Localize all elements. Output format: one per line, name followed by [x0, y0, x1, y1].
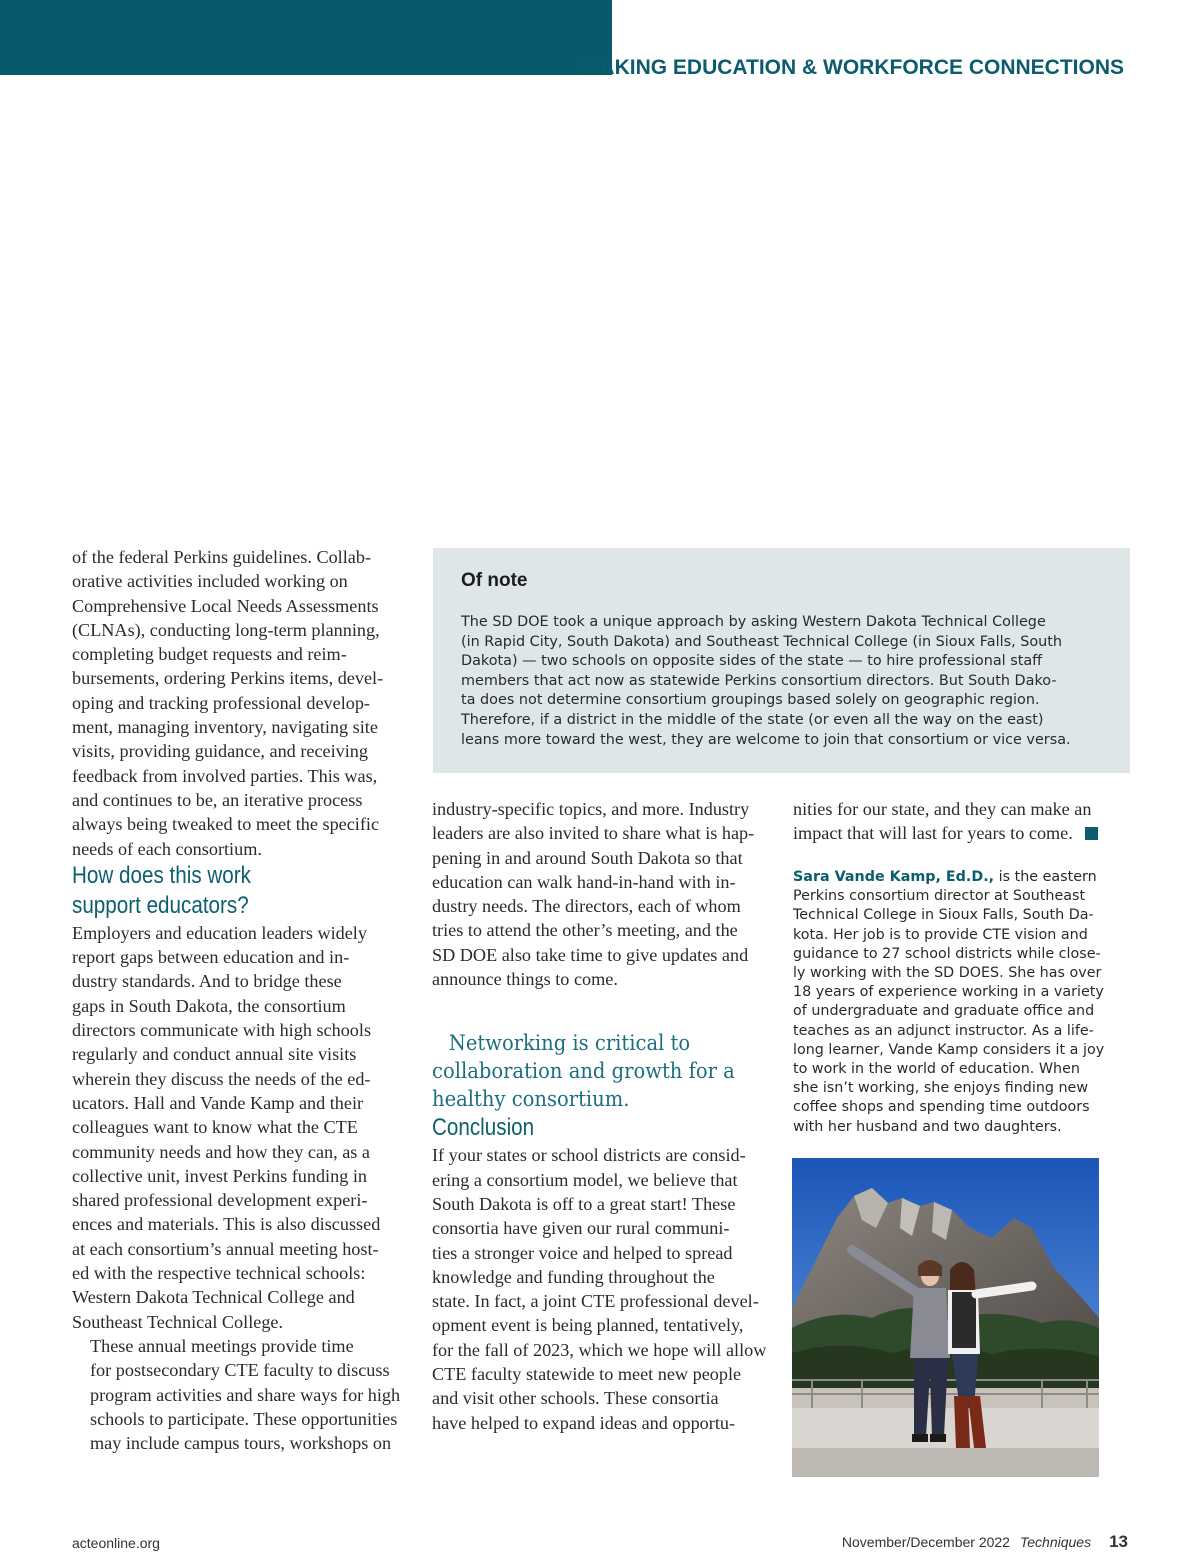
footer-issue-info	[842, 1532, 1128, 1552]
text-line: pening in and around South Dakota so that	[432, 847, 743, 868]
text-line: 18 years of experience working in a variety	[793, 984, 1104, 1001]
text-line: program activities and share ways for high	[90, 1384, 401, 1405]
text-line: tries to attend the other’s meeting, and the	[432, 920, 738, 941]
text-line: ties a stronger voice and helped to spread	[432, 1242, 733, 1263]
text-line: Southeast Technical College.	[72, 1311, 284, 1332]
col2-paragraph-2	[432, 1143, 767, 1435]
text-line: of the federal Perkins guidelines. Collab-	[72, 547, 372, 567]
text-line: Dakota) — two schools on opposite sides of the state — to hire professional staff	[461, 653, 1043, 670]
column-3	[793, 797, 1133, 846]
text-line-content: impact that will last for years to come.	[793, 823, 1073, 844]
col3-paragraph-1	[793, 797, 1133, 846]
text-line: education can walk hand-in-hand with in-	[432, 871, 736, 892]
pull-quote	[432, 1029, 744, 1113]
of-note-body	[461, 613, 1121, 750]
footer-issue-date: November/December 2022	[841, 1534, 1010, 1550]
text-line: dustry standards. And to bridge these	[72, 971, 342, 992]
text-line: schools to participate. These opportunities	[90, 1408, 398, 1429]
text-line: completing budget requests and reim-	[72, 644, 347, 665]
text-line: with her husband and two daughters.	[793, 1118, 1062, 1135]
author-name: Sara Vande Kamp, Ed.D.,	[793, 869, 995, 885]
text-line: may include campus tours, workshops on	[90, 1433, 392, 1454]
text-line: she isn’t working, she enjoys finding new	[793, 1080, 1089, 1097]
text-line: visits, providing guidance, and receiving	[72, 741, 368, 762]
text-line: healthy consortium.	[432, 1087, 630, 1112]
author-photo	[792, 1158, 1099, 1477]
text-line: leaders are also invited to share what is hap-	[432, 823, 755, 844]
text-line: dustry needs. The directors, each of whom	[432, 896, 741, 917]
text-line: for the fall of 2023, which we hope will allow	[432, 1339, 767, 1360]
text-line: kota. Her job is to provide CTE vision and	[793, 926, 1088, 943]
text-line: leans more toward the west, they are welcome to join that consortium or vice versa.	[461, 731, 1071, 748]
text-line: directors communicate with high schools	[72, 1020, 372, 1041]
column-1	[72, 545, 412, 1455]
text-line: ed with the respective technical schools:	[72, 1263, 366, 1284]
text-line: opment event is being planned, tentatively,	[432, 1315, 744, 1336]
text-line: orative activities included working on	[72, 571, 348, 592]
text-line: ering a consortium model, we believe that	[432, 1169, 738, 1190]
bio-first-line-text: is the eastern	[994, 869, 1097, 885]
col1-paragraph-2	[72, 921, 412, 1334]
col1-paragraph-1	[72, 545, 412, 861]
page-number: 13	[1109, 1532, 1128, 1551]
text-line: support educators?	[72, 891, 249, 919]
text-line: shared professional development experi-	[72, 1190, 368, 1211]
text-line: collaboration and growth for a	[432, 1059, 735, 1084]
text-line: SD DOE also take time to give updates and	[432, 944, 749, 965]
text-line: and visit other schools. These consortia	[432, 1388, 719, 1409]
column-2	[432, 797, 767, 1435]
text-line: teaches as an adjunct instructor. As a life-	[793, 1022, 1094, 1039]
footer-publication: Techniques	[1019, 1534, 1092, 1550]
text-line: members that act now as statewide Perkins consortium directors. But South Dako-	[461, 672, 1057, 689]
text-line: wherein they discuss the needs of the ed-	[72, 1068, 371, 1089]
text-line: (CLNAs), conducting long-term planning,	[72, 619, 380, 640]
text-line: needs of each consortium.	[72, 838, 262, 859]
of-note-box	[433, 548, 1130, 773]
text-line: industry-specific topics, and more. Industry	[432, 799, 750, 819]
text-line: Perkins consortium director at Southeast	[793, 888, 1086, 905]
text-line: ucators. Hall and Vande Kamp and their	[72, 1092, 364, 1113]
text-line: (in Rapid City, South Dakota) and Southeast Technical College (in Sioux Falls, South	[461, 633, 1063, 650]
heading-conclusion: Conclusion	[432, 1114, 535, 1142]
text-line: have helped to expand ideas and opportu-	[432, 1412, 736, 1433]
text-line: ly working with the SD DOES. She has over	[793, 965, 1102, 982]
text-line: gaps in South Dakota, the consortium	[72, 995, 346, 1016]
bio-body	[793, 887, 1133, 1137]
text-line: coffee shops and spending time outdoors	[793, 1099, 1090, 1116]
text-line: How does this work	[72, 861, 251, 889]
text-line: ta does not determine consortium groupings based solely on geographic region.	[461, 692, 1040, 709]
text-line: announce things to come.	[432, 969, 618, 990]
text-line: guidance to 27 school districts while close-	[793, 945, 1101, 962]
text-line: nities for our state, and they can make an	[793, 799, 1092, 819]
text-line: bursements, ordering Perkins items, devel-	[72, 668, 384, 689]
col2-paragraph-1	[432, 797, 767, 991]
text-line: The SD DOE took a unique approach by asking Western Dakota Technical College	[461, 614, 1046, 630]
text-line: state. In fact, a joint CTE professional devel-	[432, 1291, 759, 1312]
text-line: long learner, Vande Kamp considers it a joy	[793, 1041, 1105, 1058]
text-line: at each consortium’s annual meeting host-	[72, 1238, 379, 1259]
text-line: for postsecondary CTE faculty to discuss	[90, 1360, 390, 1381]
text-line: to work in the world of education. When	[793, 1061, 1080, 1078]
text-line: always being tweaked to meet the specific	[72, 814, 380, 835]
text-line: and continues to be, an iterative process	[72, 789, 363, 810]
text-line: Western Dakota Technical College and	[72, 1287, 355, 1308]
text-line: colleagues want to know what the CTE	[72, 1117, 358, 1138]
text-line: Comprehensive Local Needs Assessments	[72, 595, 379, 616]
text-line: CTE faculty statewide to meet new people	[432, 1364, 742, 1385]
text-line: ences and materials. This is also discussed	[72, 1214, 381, 1235]
of-note-title: Of note	[461, 570, 528, 591]
text-line: regularly and conduct annual site visits	[72, 1044, 357, 1065]
text-line: oping and tracking professional develop-	[72, 692, 370, 713]
text-line: knowledge and funding throughout the	[432, 1266, 715, 1287]
bio-first-line	[793, 868, 1133, 887]
text-line: If your states or school districts are consid-	[432, 1145, 746, 1166]
text-line: Therefore, if a district in the middle of the state (or even all the way on the east)	[461, 711, 1044, 728]
text-line: community needs and how they can, as a	[72, 1141, 370, 1162]
text-line: These annual meetings provide time	[90, 1335, 354, 1356]
text-line: of undergraduate and graduate office and	[793, 1003, 1095, 1020]
text-line: Technical College in Sioux Falls, South Da-	[793, 907, 1094, 924]
mountain-photo-illustration	[792, 1158, 1099, 1477]
heading-support-educators	[72, 861, 364, 921]
text-line: consortia have given our rural communi-	[432, 1218, 730, 1239]
header-color-bar	[0, 0, 612, 75]
text-line: feedback from involved parties. This was,	[72, 765, 378, 786]
text-line	[793, 821, 1133, 845]
col1-paragraph-3	[72, 1334, 412, 1455]
end-of-article-square-icon	[1085, 827, 1098, 840]
text-line: report gaps between education and in-	[72, 947, 350, 968]
text-line: Networking is critical to	[448, 1031, 691, 1056]
text-line: ment, managing inventory, navigating site	[72, 717, 378, 738]
text-line: collective unit, invest Perkins funding in	[72, 1165, 367, 1186]
text-line: South Dakota is off to a great start! These	[432, 1193, 736, 1214]
author-bio	[793, 868, 1133, 1137]
section-title: MAKING EDUCATION & WORKFORCE CONNECTIONS	[581, 56, 1124, 79]
footer-site: acteonline.org	[72, 1535, 160, 1551]
text-line: Employers and education leaders widely	[72, 922, 367, 943]
